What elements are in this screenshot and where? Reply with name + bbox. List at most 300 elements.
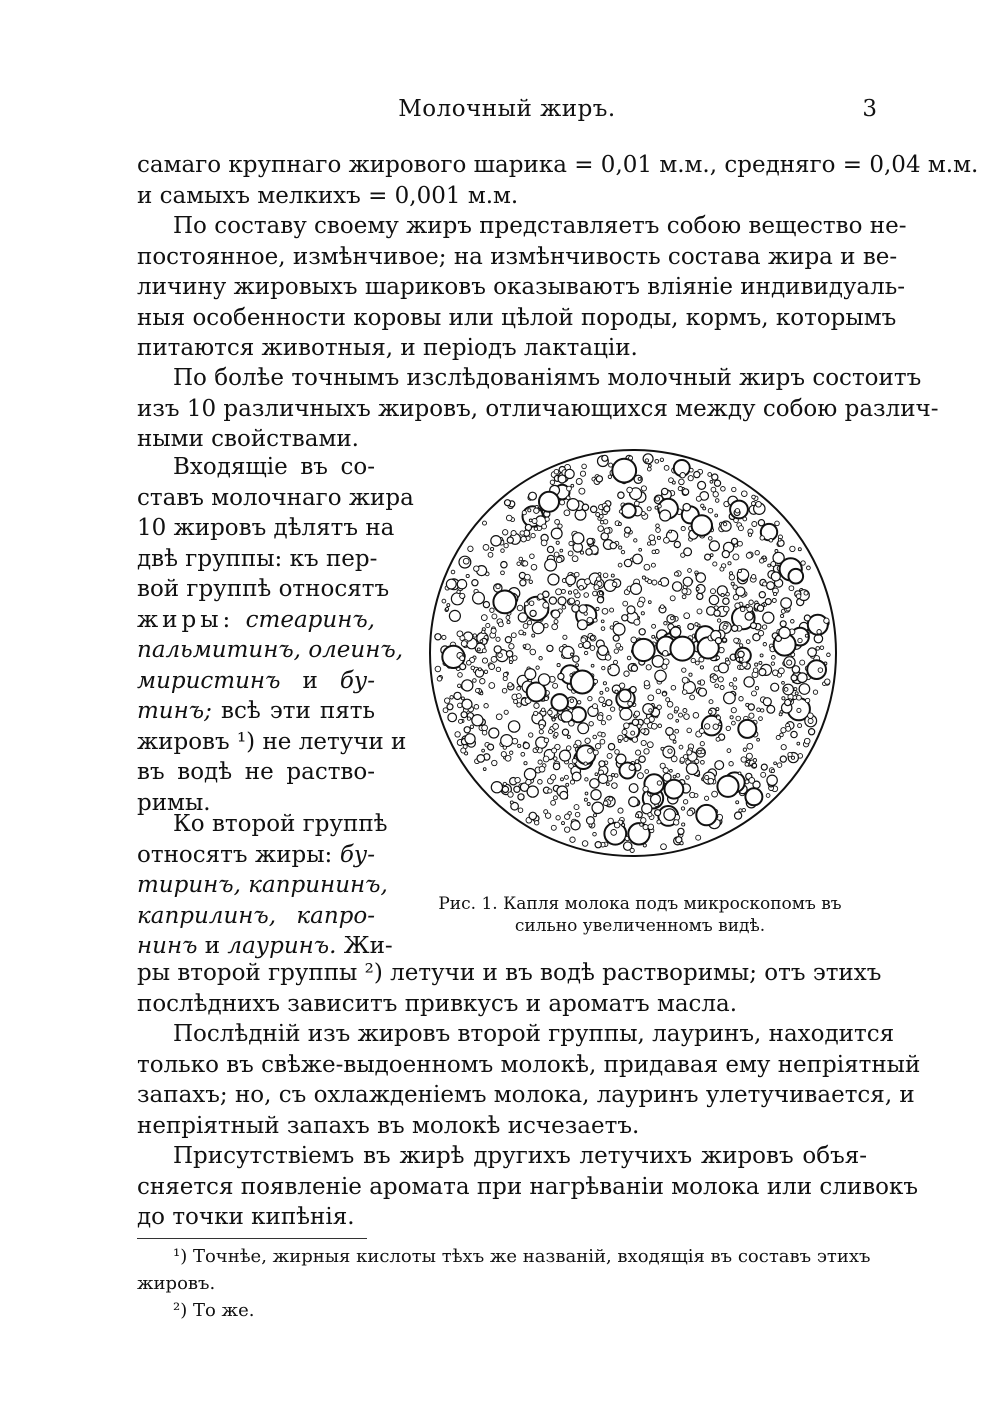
fat-globule xyxy=(547,645,553,651)
fat-globule xyxy=(756,502,762,508)
text-line: послѣднихъ зависитъ привкусъ и ароматъ масла. xyxy=(137,990,738,1017)
fat-globule xyxy=(726,658,729,661)
fat-globule xyxy=(464,727,470,733)
fat-globule xyxy=(591,506,597,512)
fat-globule xyxy=(739,658,743,662)
text-line xyxy=(137,931,393,962)
footnote-line: ²) То же. xyxy=(173,1300,255,1321)
fat-globule xyxy=(618,492,624,498)
page-number: 3 xyxy=(862,96,877,122)
fat-name: капро- xyxy=(296,902,375,929)
footnote-divider xyxy=(137,1238,367,1239)
fat-globule xyxy=(621,550,624,553)
fat-globule xyxy=(594,679,598,683)
fat-globule xyxy=(532,622,544,634)
fat-globule xyxy=(530,649,536,655)
fat-globule xyxy=(652,635,655,638)
word: всѣ эти пять xyxy=(221,698,375,724)
fat-globule xyxy=(595,842,601,848)
fat-globule xyxy=(808,719,813,724)
fat-globule xyxy=(713,562,717,566)
fat-globule xyxy=(686,763,698,775)
fat-globule xyxy=(614,649,618,653)
fat-globule xyxy=(683,504,690,511)
fat-globule xyxy=(577,745,596,764)
fat-globule xyxy=(526,779,531,784)
fat-globule xyxy=(726,726,730,730)
text-line xyxy=(137,727,407,758)
fat-globule xyxy=(486,623,490,627)
fat-globule xyxy=(599,592,602,595)
fat-globule xyxy=(544,810,548,814)
fat-globule xyxy=(641,818,646,823)
text-line: личину жировыхъ шариковъ оказываютъ вліяніе индивидуаль- xyxy=(137,274,906,300)
fat-globule xyxy=(720,686,724,690)
fat-globule xyxy=(746,640,750,644)
fat-globule xyxy=(562,606,566,610)
fat-globule xyxy=(738,720,756,738)
fat-globule xyxy=(804,738,810,744)
fat-globule xyxy=(674,820,679,825)
fat-globule xyxy=(523,645,526,648)
fat-globule xyxy=(643,786,648,791)
fat-globule xyxy=(506,651,512,657)
fat-globule xyxy=(749,713,754,718)
fat-globule xyxy=(596,476,602,482)
fat-globule xyxy=(644,681,649,686)
fat-globule xyxy=(600,521,603,524)
fat-globule xyxy=(746,753,752,759)
fat-globule xyxy=(465,734,475,744)
fat-name: олеинъ, xyxy=(308,637,404,663)
fat-globule xyxy=(518,808,523,813)
fat-globule xyxy=(718,677,723,682)
fat-globule xyxy=(720,567,724,571)
fat-globule xyxy=(780,733,784,737)
fat-globule xyxy=(506,515,512,521)
fat-globule xyxy=(605,655,611,661)
fat-globule xyxy=(549,597,556,604)
fat-globule xyxy=(483,545,489,551)
fat-globule xyxy=(552,610,560,618)
fat-globule xyxy=(757,708,761,712)
fat-globule xyxy=(607,715,612,720)
fat-globule xyxy=(762,625,766,629)
fat-globule xyxy=(560,500,565,505)
text-line: двѣ группы: къ пер- xyxy=(137,545,378,572)
fat-globule xyxy=(628,701,633,706)
page-title: Молочный жиръ. xyxy=(398,96,616,122)
fat-globule xyxy=(552,718,555,721)
fat-globule xyxy=(683,489,689,495)
fat-globule xyxy=(552,624,558,630)
fat-globule xyxy=(580,471,585,476)
fat-globule xyxy=(596,513,600,517)
fat-globule xyxy=(662,664,667,669)
fat-globule xyxy=(700,742,704,746)
fat-globule xyxy=(692,515,712,535)
fat-globule xyxy=(660,510,671,521)
fat-globule xyxy=(721,487,726,492)
fat-globule xyxy=(461,748,466,753)
fat-globule xyxy=(501,735,513,747)
fat-globule xyxy=(532,634,535,637)
fat-globule xyxy=(572,556,578,562)
fat-globule xyxy=(733,686,737,690)
fat-globule xyxy=(705,554,711,560)
fat-globule xyxy=(746,605,749,608)
fat-globule xyxy=(781,598,792,609)
fat-globule xyxy=(602,455,608,461)
fat-globule xyxy=(656,524,660,528)
fat-globule xyxy=(637,773,643,779)
fat-globule xyxy=(747,743,753,749)
fat-globule xyxy=(681,807,684,810)
fat-globule xyxy=(687,750,692,755)
fat-globule xyxy=(622,730,627,735)
fat-globule xyxy=(618,523,621,526)
fat-globule xyxy=(820,646,824,650)
fat-globule xyxy=(678,828,684,834)
fat-globule xyxy=(593,618,597,622)
fat-globule xyxy=(790,546,795,551)
fat-globule xyxy=(671,756,677,762)
fat-globule xyxy=(529,519,532,522)
fat-globule xyxy=(729,575,734,580)
fat-globule xyxy=(644,718,650,724)
text-line: и самыхъ мелкихъ = 0,001 м.м. xyxy=(137,182,519,209)
fat-globule xyxy=(461,712,467,718)
fat-globule xyxy=(610,542,616,548)
fat-globule xyxy=(679,745,683,749)
fat-globule xyxy=(608,666,611,669)
fat-globule xyxy=(604,506,610,512)
fat-globule xyxy=(633,639,655,661)
fat-globule xyxy=(684,714,690,720)
fat-globule xyxy=(662,488,668,494)
fat-globule xyxy=(739,644,742,647)
fat-globule xyxy=(553,796,557,800)
fat-globule xyxy=(625,527,631,533)
fat-globule xyxy=(501,549,505,553)
fat-name: тинъ; xyxy=(137,698,212,724)
fat-globule xyxy=(554,620,558,624)
fat-globule xyxy=(567,735,570,738)
fat-globule xyxy=(700,666,703,669)
text-line: Ко второй группѣ xyxy=(173,811,388,837)
fat-globule xyxy=(614,822,620,828)
footnote-line: жировъ. xyxy=(137,1273,216,1294)
fat-globule xyxy=(610,707,614,711)
fat-globule xyxy=(688,624,694,630)
fat-globule xyxy=(543,602,549,608)
fat-globule xyxy=(571,671,594,694)
fat-globule xyxy=(669,530,672,533)
fat-globule xyxy=(622,504,636,518)
fat-globule xyxy=(588,749,593,754)
fat-globule xyxy=(550,480,554,484)
fat-globule xyxy=(759,669,766,676)
fat-globule xyxy=(771,662,774,665)
fat-globule xyxy=(558,597,566,605)
fat-globule xyxy=(771,683,779,691)
fat-globule xyxy=(613,623,625,635)
fat-globule xyxy=(716,737,720,741)
fat-globule xyxy=(645,459,648,462)
fat-globule xyxy=(538,780,543,785)
fat-globule xyxy=(630,687,636,693)
fat-globule xyxy=(566,783,569,786)
fat-globule xyxy=(709,595,718,604)
fat-globule xyxy=(473,592,485,604)
fat-globule xyxy=(804,615,810,621)
fat-globule xyxy=(730,716,733,719)
fat-globule xyxy=(575,601,580,606)
fat-globule xyxy=(797,695,802,700)
word: не летучи и xyxy=(262,728,407,755)
fat-globule xyxy=(447,604,450,607)
fat-globule xyxy=(755,663,758,666)
word: жировъ xyxy=(137,728,230,755)
fat-globule xyxy=(705,724,710,729)
fat-globule xyxy=(673,740,676,743)
caption-line: Рис. 1. Капля молока подъ микроскопомъ въ xyxy=(438,894,842,914)
fat-globule xyxy=(548,574,559,585)
fat-globule xyxy=(649,464,652,467)
fat-globule xyxy=(470,725,473,728)
fat-globule xyxy=(723,522,726,525)
fat-globule xyxy=(517,687,521,691)
fat-globule xyxy=(539,657,542,660)
fat-globule xyxy=(591,790,601,800)
fat-globule xyxy=(651,794,661,804)
text-line xyxy=(137,635,404,666)
fat-globule xyxy=(449,610,460,621)
fat-globule xyxy=(639,548,642,551)
paragraph-5 xyxy=(137,1019,921,1141)
fat-globule xyxy=(738,526,743,531)
fat-globule xyxy=(572,759,577,764)
fat-globule xyxy=(461,697,464,700)
fat-globule xyxy=(807,660,826,679)
running-head xyxy=(137,96,877,126)
fat-globule xyxy=(522,511,526,515)
fat-globule xyxy=(684,548,692,556)
fat-globule xyxy=(670,769,673,772)
fat-globule xyxy=(627,656,631,660)
fat-globule xyxy=(481,615,487,621)
fat-globule xyxy=(804,591,808,595)
fat-globule xyxy=(622,615,628,621)
fat-globule xyxy=(782,681,785,684)
fat-globule xyxy=(698,750,702,754)
fat-globule xyxy=(534,703,539,708)
fat-globule xyxy=(525,669,536,680)
footnote-ref-1: ¹) xyxy=(236,728,256,755)
fat-globule xyxy=(726,592,730,596)
fat-globule xyxy=(562,646,574,658)
fat-globule xyxy=(771,656,775,660)
text-line: 10 жировъ дѣлятъ на xyxy=(137,515,395,541)
fat-globule xyxy=(627,487,633,493)
fat-globule xyxy=(817,630,821,634)
fat-globule xyxy=(741,757,746,762)
fat-globule xyxy=(435,666,441,672)
fat-globule xyxy=(580,551,583,554)
fat-globule xyxy=(609,797,613,801)
text-line: непріятный запахъ въ молокѣ исчезаетъ. xyxy=(137,1112,640,1139)
fat-globule xyxy=(584,798,587,801)
fat-globule xyxy=(480,692,483,695)
fat-globule xyxy=(591,636,595,640)
fat-globule xyxy=(582,841,588,847)
fat-globule xyxy=(763,643,766,646)
fat-globule xyxy=(458,703,463,708)
fat-globule xyxy=(620,708,632,720)
fat-globule xyxy=(713,675,718,680)
fat-globule xyxy=(566,746,571,751)
fat-globule xyxy=(616,643,621,648)
fat-globule xyxy=(459,719,463,723)
fat-globule xyxy=(660,763,665,768)
fat-globule xyxy=(598,526,604,532)
fat-globule xyxy=(448,713,457,722)
fat-globule xyxy=(457,590,460,593)
text-line: ставъ молочнаго жира xyxy=(137,484,414,511)
fat-globule xyxy=(525,597,549,621)
fat-globule xyxy=(518,613,527,622)
fat-globule xyxy=(680,473,685,478)
fat-globule xyxy=(775,550,778,553)
fat-globule xyxy=(584,651,587,654)
fat-globule xyxy=(739,697,743,701)
fat-globule xyxy=(612,582,617,587)
fat-globule xyxy=(553,683,558,688)
fat-globule xyxy=(656,528,661,533)
fat-globule xyxy=(534,711,538,715)
text-line: изъ 10 различныхъ жировъ, отличающихся между собою различ- xyxy=(137,395,939,422)
fat-globule xyxy=(482,658,487,663)
fat-globule xyxy=(717,776,738,797)
fat-globule xyxy=(507,537,513,543)
fat-globule xyxy=(681,527,685,531)
fat-globule xyxy=(723,625,727,629)
fat-globule xyxy=(613,635,619,641)
fat-globule xyxy=(801,561,805,565)
fat-globule xyxy=(556,816,560,820)
fat-globule xyxy=(556,589,562,595)
fat-globule xyxy=(732,538,738,544)
fat-globule xyxy=(501,571,505,575)
left-column-paragraph-1 xyxy=(137,452,414,818)
fat-globule xyxy=(767,775,777,785)
fat-globule xyxy=(689,673,692,676)
fat-globule xyxy=(698,681,701,684)
fat-globule xyxy=(668,749,672,753)
fat-globule xyxy=(524,762,527,765)
fat-globule xyxy=(491,657,497,663)
fat-globule xyxy=(510,801,513,804)
fat-globule xyxy=(758,520,764,526)
paragraph-4 xyxy=(137,958,882,1019)
fat-globule xyxy=(539,766,545,772)
fat-name: миристинъ xyxy=(137,667,281,694)
text-line xyxy=(137,605,375,636)
fat-globule xyxy=(600,739,605,744)
fat-globule xyxy=(631,665,637,671)
fat-globule xyxy=(740,607,745,612)
fat-globule xyxy=(524,769,535,780)
fat-globule xyxy=(567,486,572,491)
fat-globule xyxy=(755,686,758,689)
fat-globule xyxy=(544,624,548,628)
fat-globule xyxy=(641,512,645,516)
fat-globule xyxy=(435,634,441,640)
fat-globule xyxy=(563,635,567,639)
fat-globule xyxy=(676,719,679,722)
text-line: ными свойствами. xyxy=(137,426,359,452)
fat-globule xyxy=(460,593,465,598)
fat-globule xyxy=(524,602,528,606)
fat-globule xyxy=(643,825,648,830)
fat-globule xyxy=(734,638,739,643)
fat-globule xyxy=(648,695,654,701)
fat-globule xyxy=(494,646,501,653)
fat-globule xyxy=(697,609,702,614)
fat-globule xyxy=(458,684,461,687)
fat-globule xyxy=(509,644,514,649)
fat-globule xyxy=(545,559,557,571)
fat-globule xyxy=(799,684,810,695)
fat-globule xyxy=(827,653,831,657)
fat-globule xyxy=(798,548,801,551)
fat-globule xyxy=(760,536,764,540)
fat-globule xyxy=(769,539,773,543)
fat-globule xyxy=(603,801,608,806)
fat-globule xyxy=(629,784,638,793)
fat-globule xyxy=(585,778,588,781)
fat-globule xyxy=(779,668,785,674)
fat-globule xyxy=(658,504,662,508)
fat-globule xyxy=(733,678,736,681)
fat-globule xyxy=(504,710,508,714)
fat-globule xyxy=(451,570,455,574)
fat-globule xyxy=(579,586,584,591)
fat-globule xyxy=(660,605,664,609)
fat-globule xyxy=(551,825,556,830)
fat-globule xyxy=(697,593,703,599)
fat-globule xyxy=(565,469,574,478)
fat-globule xyxy=(514,700,518,704)
fat-globule xyxy=(664,622,667,625)
fat-globule xyxy=(513,656,518,661)
fat-globule xyxy=(705,796,709,800)
fat-globule xyxy=(529,580,532,583)
fat-globule xyxy=(797,708,801,712)
fat-globule xyxy=(554,757,558,761)
fat-globule xyxy=(648,813,652,817)
footnote-2 xyxy=(137,1297,867,1324)
fat-globule xyxy=(571,653,574,656)
fat-globule xyxy=(752,691,757,696)
fat-globule xyxy=(585,792,588,795)
fat-globule xyxy=(574,744,578,748)
fat-globule xyxy=(523,632,526,635)
fat-globule xyxy=(474,566,479,571)
fat-globule xyxy=(671,616,674,619)
fat-globule xyxy=(713,724,718,729)
fat-globule xyxy=(724,606,730,612)
